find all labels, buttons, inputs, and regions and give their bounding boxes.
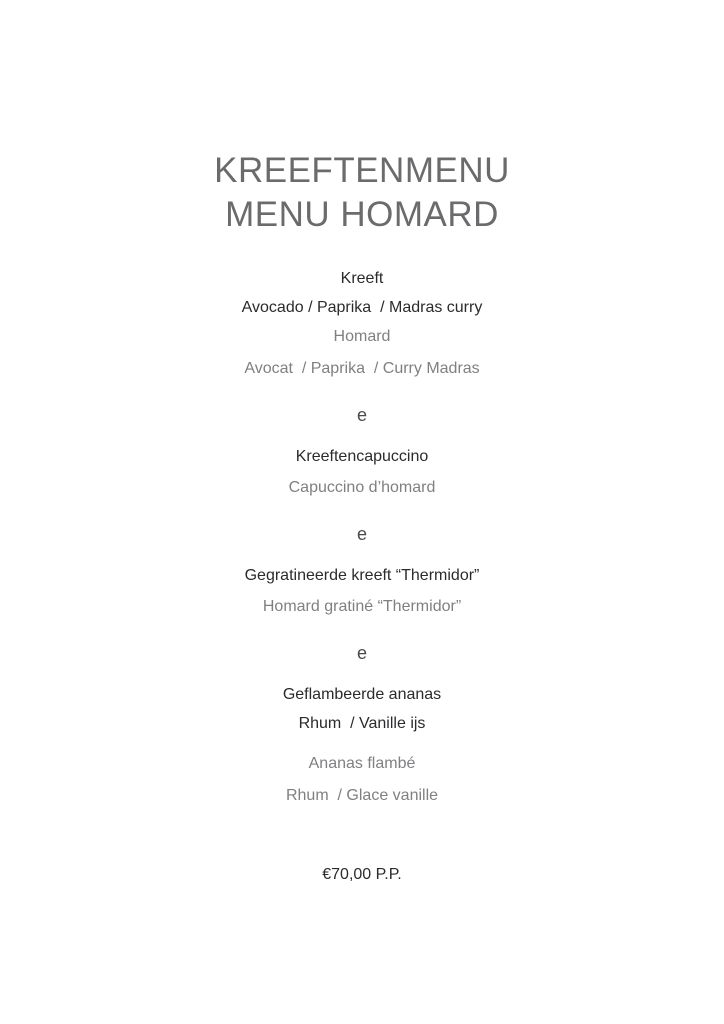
menu-price: €70,00 P.P. [322, 866, 402, 883]
menu-title-french: MENU HOMARD [225, 195, 499, 234]
course3-dutch-name: Gegratineerde kreeft “Thermidor” [244, 567, 480, 584]
menu-title-dutch: KREEFTENMENU [214, 151, 510, 190]
course1-french-detail: Avocat / Paprika / Curry Madras [244, 360, 480, 377]
course1-dutch-name: Kreeft [340, 270, 384, 287]
course4-french-name: Ananas flambé [308, 755, 416, 772]
course-separator-3: e [356, 643, 367, 663]
course3-french-name: Homard gratiné “Thermidor” [262, 598, 462, 615]
course-separator-2: e [356, 524, 367, 544]
course4-dutch-detail: Rhum / Vanille ijs [298, 715, 426, 732]
course1-dutch-detail: Avocado / Paprika / Madras curry [241, 299, 483, 316]
course4-french-detail: Rhum / Glace vanille [285, 787, 439, 804]
course1-french-name: Homard [333, 328, 391, 345]
course2-french-name: Capuccino d’homard [288, 479, 436, 496]
course4-dutch-name: Geflambeerde ananas [282, 686, 442, 703]
course2-dutch-name: Kreeftencapuccino [295, 448, 429, 465]
course-separator-1: e [356, 405, 367, 425]
